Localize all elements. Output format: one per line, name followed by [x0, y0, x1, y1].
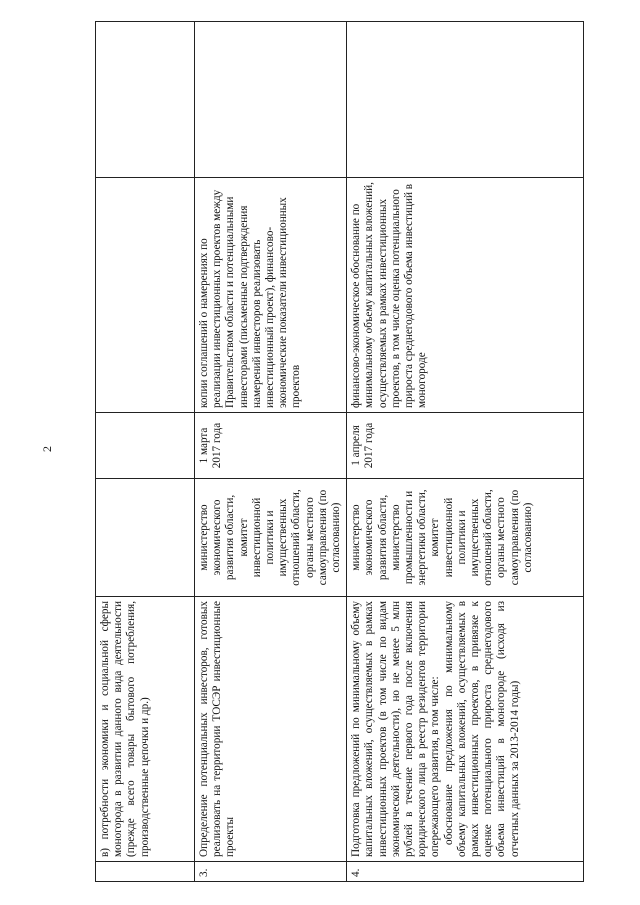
- cell-document: копии соглашений о намерениях по реализации инвестиционных проектов между Правительством области и потенциальными инвесторами (письменные подтверждения намерений инвесторов реализовать инвестиционный проект), финансово-экономические показатели инвестиционных проектов: [195, 178, 347, 413]
- cell-deadline: 1 марта 2017 года: [195, 413, 347, 479]
- cell-extra: [195, 22, 347, 178]
- cell-extra: [347, 22, 584, 178]
- cell-responsible: [96, 479, 195, 597]
- cell-task-sub: обоснование предложения по минимальному объему капитальных вложений, осуществляемых в рамках инвестиционных проектов, в привязке к оценке потенциального прироста среднегодового объема инвестиций в моногороде (исходя из отчетных данных за 2013-2014 годы): [442, 601, 521, 857]
- cell-task: [347, 597, 584, 862]
- cell-num: 4.: [347, 862, 584, 882]
- cell-responsible: министерство экономического развития области, министерство промышленности и энергетики области, комитет инвестиционной политики и имущественных отношений области, органы местного самоуправления (по согласованию): [347, 479, 584, 597]
- cell-document: [96, 178, 195, 413]
- table-row: [195, 22, 347, 882]
- plan-table: [95, 21, 584, 882]
- table-row: [347, 22, 584, 882]
- cell-num: 3.: [195, 862, 347, 882]
- table-row: [96, 22, 195, 882]
- cell-task-main: Подготовка предложений по минимальному объему капитальных вложений, осуществляемых в рамках инвестиционных проектов (в том числе по видам экономической деятельности), но не менее 5 млн рублей в течение первого года после включения юридического лица в реестр резидентов территории опережающего развития, в том числе:: [350, 601, 442, 857]
- landscape-sheet: [95, 22, 585, 882]
- cell-responsible: министерство экономического развития области, комитет инвестиционной политики и имущественных отношений области, органы местного самоуправления (по согласованию): [195, 479, 347, 597]
- cell-task: в) потребности экономики и социальной сферы моногорода в развитии данного вида деятельности (прежде всего товары бытового потребления, производственные цепочки и др.): [96, 597, 195, 862]
- cell-extra: [96, 22, 195, 178]
- cell-task: Определение потенциальных инвесторов, готовых реализовать на территории ТОСЭР инвестиционные проекты: [195, 597, 347, 862]
- cell-deadline: [96, 413, 195, 479]
- page-number-text: 2: [40, 446, 54, 452]
- cell-deadline: 1 апреля 2017 года: [347, 413, 584, 479]
- cell-document: финансово-экономическое обоснование по минимальному объему капитальных вложений, осуществляемых в рамках инвестиционных проектов, в том числе оценка потенциального прироста среднегодового объема инвестиций в моногороде: [347, 178, 584, 413]
- cell-num: [96, 862, 195, 882]
